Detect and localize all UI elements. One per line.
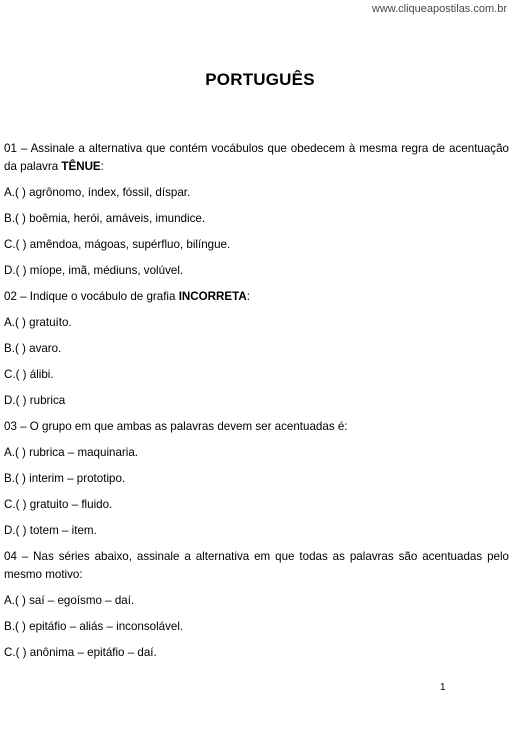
option-a[interactable]: A.( ) agrônomo, índex, fóssil, díspar. [4,186,191,199]
option-d[interactable]: D.( ) rubrica [4,394,66,407]
question-text [4,140,509,176]
option-c[interactable]: C.( ) amêndoa, mágoas, supérfluo, bilíngue. [4,238,231,251]
question-text [4,548,509,584]
question-prefix: 02 – Indique o vocábulo de grafia [4,290,179,303]
option-c[interactable]: C.( ) anônima – epitáfio – daí. [4,646,157,659]
question-4 [4,548,509,662]
question-prefix: 04 – Nas séries abaixo, assinale a alternativa em que todas as palavras são acentuadas pelo mesmo motivo: [4,550,509,581]
option-a[interactable]: A.( ) rubrica – maquinaria. [4,446,139,459]
question-text [4,418,509,436]
question-suffix: : [246,290,250,303]
option-b[interactable]: B.( ) epitáfio – aliás – inconsolável. [4,620,184,633]
question-1 [4,140,509,280]
option-b[interactable]: B.( ) interim – prototipo. [4,472,126,485]
question-prefix: 03 – O grupo em que ambas as palavras devem ser acentuadas é: [4,420,348,433]
question-suffix: : [100,160,104,173]
option-a[interactable]: A.( ) gratuíto. [4,316,72,329]
option-d[interactable]: D.( ) totem – item. [4,524,97,537]
page-title: PORTUGUÊS [205,70,315,89]
question-2 [4,288,509,410]
question-emphasis: TÊNUE [61,160,101,173]
option-c[interactable]: C.( ) gratuito – fluido. [4,498,113,511]
page-number: 1 [440,682,446,693]
option-d[interactable]: D.( ) míope, imã, médiuns, volúvel. [4,264,184,277]
option-c[interactable]: C.( ) álibi. [4,368,54,381]
question-emphasis: INCORRETA [178,290,247,303]
question-prefix: 01 – Assinale a alternativa que contém vocábulos que obedecem à mesma regra de acentuação da palavra [4,142,509,173]
header-url: www.cliqueapostilas.com.br [371,3,507,15]
question-text [4,288,509,306]
option-b[interactable]: B.( ) boêmia, herói, amáveis, imundice. [4,212,206,225]
option-a[interactable]: A.( ) saí – egoísmo – daí. [4,594,135,607]
option-b[interactable]: B.( ) avaro. [4,342,62,355]
question-list [4,140,509,670]
question-3 [4,418,509,540]
